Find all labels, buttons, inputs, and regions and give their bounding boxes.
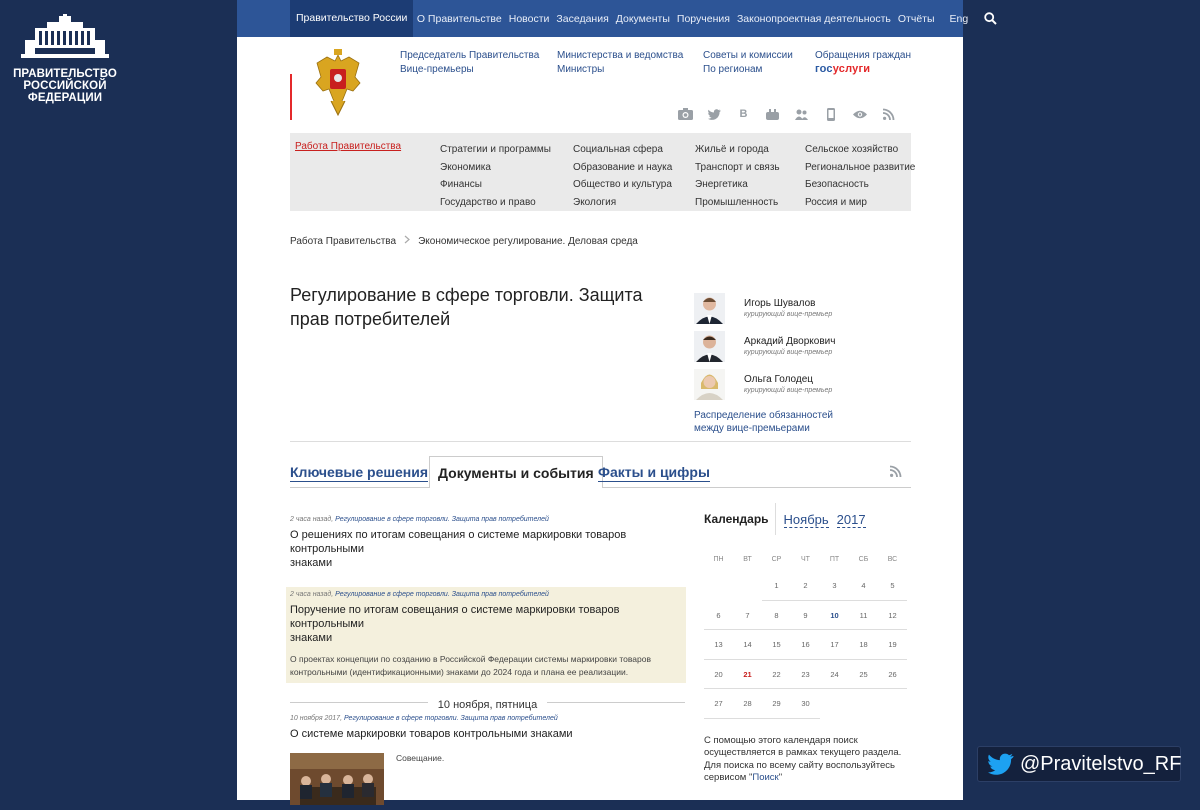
note-line: С помощью этого календаря поиск	[704, 734, 858, 746]
calendar-label: Календарь	[704, 503, 776, 535]
news-thumbnail[interactable]	[290, 753, 384, 805]
site-header	[237, 37, 963, 133]
rss-icon[interactable]	[890, 464, 901, 482]
news-time: 2 часа назад,	[290, 591, 336, 598]
news-title-line: Поручение по итогам совещания о системе маркировки товаров контрольными	[290, 604, 620, 630]
list-item[interactable]	[290, 715, 685, 805]
subnav-item[interactable]: Региональное развитие	[805, 161, 916, 173]
people-icon[interactable]	[793, 107, 810, 121]
subnav-col4	[805, 141, 915, 211]
list-item[interactable]	[286, 587, 686, 683]
link-citizen-appeals[interactable]: Обращения граждан	[815, 50, 911, 61]
subnav-item[interactable]: Промышленность	[695, 196, 779, 208]
note-line	[704, 772, 914, 785]
header-links-col4	[815, 49, 911, 76]
nav-documents[interactable]: Документы	[615, 12, 670, 25]
duties-line: Распределение обязанностей	[694, 410, 833, 421]
calendar-note	[704, 735, 914, 785]
calendar-day[interactable]: 28	[733, 689, 762, 719]
news-title-line: знаками	[290, 632, 333, 644]
calendar-day[interactable]: 7	[733, 601, 762, 631]
search-service-link[interactable]: Поиск	[752, 772, 779, 783]
calendar-empty-cell	[849, 689, 878, 719]
tab-label: Ключевые решения	[290, 464, 429, 480]
subnav-item[interactable]: Экология	[573, 196, 617, 208]
tab-label: Факты и цифры	[598, 464, 710, 480]
calendar-day[interactable]: 14	[733, 630, 762, 660]
subnav-col2	[573, 141, 672, 211]
subnav-item[interactable]: Финансы	[440, 179, 482, 190]
link-regions[interactable]: По регионам	[703, 63, 763, 75]
brand-line: ФЕДЕРАЦИИ	[27, 92, 103, 104]
calendar-day[interactable]: 15	[762, 630, 791, 660]
weekday-label: СР	[771, 556, 782, 563]
note-text: сервисом "	[704, 772, 753, 783]
calendar-day[interactable]: 23	[791, 660, 820, 690]
news-title-line: О системе маркировки товаров контрольными знаками	[290, 728, 573, 740]
accent-line	[290, 74, 292, 120]
news-title[interactable]	[290, 603, 682, 645]
link-ministries[interactable]: Министерства и ведомства	[557, 50, 684, 61]
subnav-item[interactable]: Социальная сфера	[573, 144, 663, 155]
tab-key-decisions[interactable]	[290, 456, 428, 488]
social-links	[677, 107, 897, 121]
calendar-day[interactable]: 6	[704, 601, 733, 631]
news-title-line: знаками	[290, 557, 333, 569]
section-navigation	[290, 133, 916, 211]
brand-line: ПРАВИТЕЛЬСТВО	[13, 68, 117, 80]
brand-line: РОССИЙСКОЙ	[23, 80, 107, 92]
youtube-icon[interactable]	[764, 107, 781, 121]
calendar-day[interactable]: 30	[791, 689, 820, 719]
calendar-day[interactable]: 5	[878, 571, 907, 601]
page-content	[237, 0, 969, 800]
chevron-right-icon	[404, 235, 410, 247]
subnav-item[interactable]: Общество и культура	[573, 179, 672, 190]
twitter-icon	[988, 753, 1014, 775]
twitter-social-icon[interactable]	[706, 107, 723, 121]
calendar-empty-cell	[704, 571, 733, 601]
weekday-label: СБ	[858, 556, 869, 563]
subnav-item[interactable]: Транспорт и связь	[695, 161, 780, 173]
nav-meetings[interactable]: Заседания	[556, 12, 609, 25]
calendar-day[interactable]: 27	[704, 689, 733, 719]
curator-role: курирующий вице-премьер	[744, 311, 833, 318]
curator-name: Игорь Шувалов	[744, 298, 816, 309]
calendar-day[interactable]: 24	[820, 660, 849, 690]
calendar-day[interactable]: 17	[820, 630, 849, 660]
subnav-item[interactable]: Государство и право	[440, 196, 536, 208]
calendar-day[interactable]: 4	[849, 571, 878, 601]
avatar	[694, 331, 725, 362]
calendar-day[interactable]: 19	[878, 630, 907, 660]
subnav-item[interactable]: Сельское хозяйство	[805, 144, 899, 155]
calendar-day[interactable]: 18	[849, 630, 878, 660]
nav-news[interactable]: Новости	[508, 12, 550, 25]
header-links-col1	[400, 49, 539, 76]
news-title-line: О решениях по итогам совещания о системе маркировки товаров контрольными	[290, 529, 627, 555]
calendar-day[interactable]: 13	[704, 630, 733, 660]
breadcrumb-root[interactable]: Работа Правительства	[290, 235, 397, 247]
curator-item[interactable]	[694, 327, 914, 365]
news-caption: Совещание.	[396, 753, 445, 763]
news-category-link[interactable]: Регулирование в сфере торговли. Защита прав потребителей	[335, 516, 549, 523]
calendar-widget	[704, 503, 914, 785]
curator-item[interactable]	[694, 365, 914, 403]
top-navigation	[237, 0, 969, 37]
link-councils[interactable]: Советы и комиссии	[703, 50, 793, 61]
curator-info	[744, 374, 832, 394]
news-time: 10 ноября 2017,	[290, 715, 344, 722]
coat-of-arms-icon[interactable]	[313, 49, 363, 117]
curator-info	[744, 298, 832, 318]
gosuslugi-logo[interactable]	[815, 63, 911, 77]
search-icon[interactable]	[984, 12, 997, 25]
header-links-col3	[703, 49, 793, 76]
weekday-label: ПТ	[829, 556, 840, 563]
nav-english[interactable]: Eng	[949, 12, 969, 25]
avatar	[694, 293, 725, 324]
curator-item[interactable]	[694, 289, 914, 327]
government-name	[0, 68, 130, 104]
nav-legislation[interactable]: Законопроектная деятельность	[736, 12, 891, 25]
tab-documents-events[interactable]	[429, 456, 603, 488]
avatar	[694, 369, 725, 400]
title-line: прав потребителей	[290, 309, 451, 329]
weekday-label: ВТ	[743, 556, 752, 563]
rss-icon[interactable]	[880, 107, 897, 121]
nav-about[interactable]: О Правительстве	[416, 12, 502, 25]
calendar-day[interactable]: 20	[704, 660, 733, 690]
calendar-day[interactable]: 2	[791, 571, 820, 601]
curators-list	[694, 289, 914, 403]
government-house-icon	[17, 14, 113, 62]
title-line: Регулирование в сфере торговли. Защита	[290, 285, 643, 305]
news-time: 2 часа назад,	[290, 516, 336, 523]
tab-facts-figures[interactable]	[598, 456, 710, 488]
calendar-day[interactable]: 9	[791, 601, 820, 631]
duties-distribution-link[interactable]	[694, 410, 833, 435]
news-description	[290, 653, 682, 678]
eye-icon[interactable]	[851, 107, 868, 121]
vk-icon[interactable]: В	[739, 108, 748, 120]
gosuslugi-part1: гос	[815, 62, 833, 75]
news-title[interactable]	[290, 528, 685, 570]
nav-instructions[interactable]: Поручения	[676, 12, 730, 25]
date-separator	[290, 695, 685, 711]
link-chairman[interactable]: Председатель Правительства	[400, 50, 540, 61]
year-value: 2017	[836, 511, 866, 527]
calendar-day[interactable]: 25	[849, 660, 878, 690]
calendar-day[interactable]: 1	[762, 571, 791, 601]
news-meta	[290, 591, 682, 598]
link-ministers[interactable]: Министры	[557, 63, 605, 75]
year-selector[interactable]	[837, 512, 866, 527]
divider	[290, 441, 911, 442]
date-separator-text: 10 ноября, пятница	[428, 699, 547, 711]
gosuslugi-part2: услуги	[832, 62, 871, 75]
calendar-day[interactable]: 21	[733, 660, 762, 690]
calendar-day[interactable]: 16	[791, 630, 820, 660]
page-title	[290, 283, 670, 331]
header-links-col2	[557, 49, 683, 76]
subnav-item[interactable]: Энергетика	[695, 179, 748, 190]
news-desc-line: О проектах концепции по созданию в Российской Федерации системы маркировки товаров	[290, 654, 651, 664]
weekday-label: ВС	[887, 556, 898, 563]
calendar-empty-cell	[733, 571, 762, 601]
news-title[interactable]	[290, 727, 685, 741]
calendar-day[interactable]: 10	[820, 601, 849, 631]
mobile-icon[interactable]	[822, 107, 839, 121]
news-meta	[290, 516, 685, 523]
list-item[interactable]	[290, 516, 685, 570]
calendar-header	[704, 503, 914, 535]
month-selector[interactable]	[784, 512, 829, 527]
calendar-empty-cell	[820, 689, 849, 719]
nav-government-russia[interactable]: Правительство России	[290, 0, 413, 37]
curator-role: курирующий вице-премьер	[744, 387, 833, 394]
note-text: "	[778, 772, 783, 783]
news-category-link[interactable]: Регулирование в сфере торговли. Защита прав потребителей	[343, 715, 558, 722]
duties-line: между вице-премьерами	[694, 422, 810, 434]
news-list	[290, 516, 685, 805]
weekday-label: ПН	[713, 556, 724, 563]
curator-name: Аркадий Дворкович	[744, 336, 836, 347]
month-value: Ноябрь	[783, 511, 829, 527]
nav-reports[interactable]: Отчёты	[897, 12, 935, 25]
content-tabs	[290, 456, 911, 488]
calendar-day[interactable]: 22	[762, 660, 791, 690]
weekday-label: ЧТ	[801, 556, 810, 563]
note-line: Для поиска по всему сайту воспользуйтесь	[704, 759, 896, 771]
subnav-item[interactable]: Стратегии и программы	[440, 144, 551, 155]
curator-name: Ольга Голодец	[744, 374, 813, 385]
tab-label: Документы и события	[438, 465, 594, 481]
calendar-day[interactable]: 8	[762, 601, 791, 631]
calendar-day[interactable]: 11	[849, 601, 878, 631]
calendar-day[interactable]: 3	[820, 571, 849, 601]
calendar-day[interactable]: 29	[762, 689, 791, 719]
breadcrumb-current[interactable]: Экономическое регулирование. Деловая среда	[418, 235, 638, 247]
note-line: осуществляется в рамках текущего раздела.	[704, 747, 902, 758]
twitter-badge[interactable]	[977, 746, 1181, 782]
subnav-item[interactable]: Образование и наука	[573, 161, 673, 173]
subnav-item[interactable]: Экономика	[440, 161, 491, 173]
calendar-day[interactable]: 12	[878, 601, 907, 631]
calendar-grid	[704, 571, 914, 719]
government-brand[interactable]	[0, 0, 130, 104]
camera-icon[interactable]	[677, 107, 694, 121]
news-meta	[290, 715, 685, 722]
news-desc-line: контрольными (идентификационными) знаками до 2024 года и плана ее реализации.	[290, 666, 629, 677]
twitter-handle: @Pravitelstvo_RF	[1020, 752, 1182, 775]
calendar-day[interactable]: 26	[878, 660, 907, 690]
subnav-item[interactable]: Безопасность	[805, 179, 869, 190]
news-category-link[interactable]: Регулирование в сфере торговли. Защита прав потребителей	[335, 591, 549, 598]
subnav-col1	[440, 141, 551, 211]
weekday-row	[704, 556, 914, 563]
link-deputy-pm[interactable]: Вице-премьеры	[400, 63, 474, 75]
subnav-item[interactable]: Жильё и города	[695, 144, 769, 155]
curator-role: курирующий вице-премьер	[744, 349, 833, 356]
subnav-government-work[interactable]: Работа Правительства	[295, 141, 402, 152]
breadcrumb	[290, 235, 638, 247]
curator-info	[744, 336, 835, 356]
subnav-col3	[695, 141, 780, 211]
news-media	[290, 753, 685, 805]
calendar-empty-cell	[878, 689, 907, 719]
subnav-item[interactable]: Россия и мир	[805, 196, 867, 208]
